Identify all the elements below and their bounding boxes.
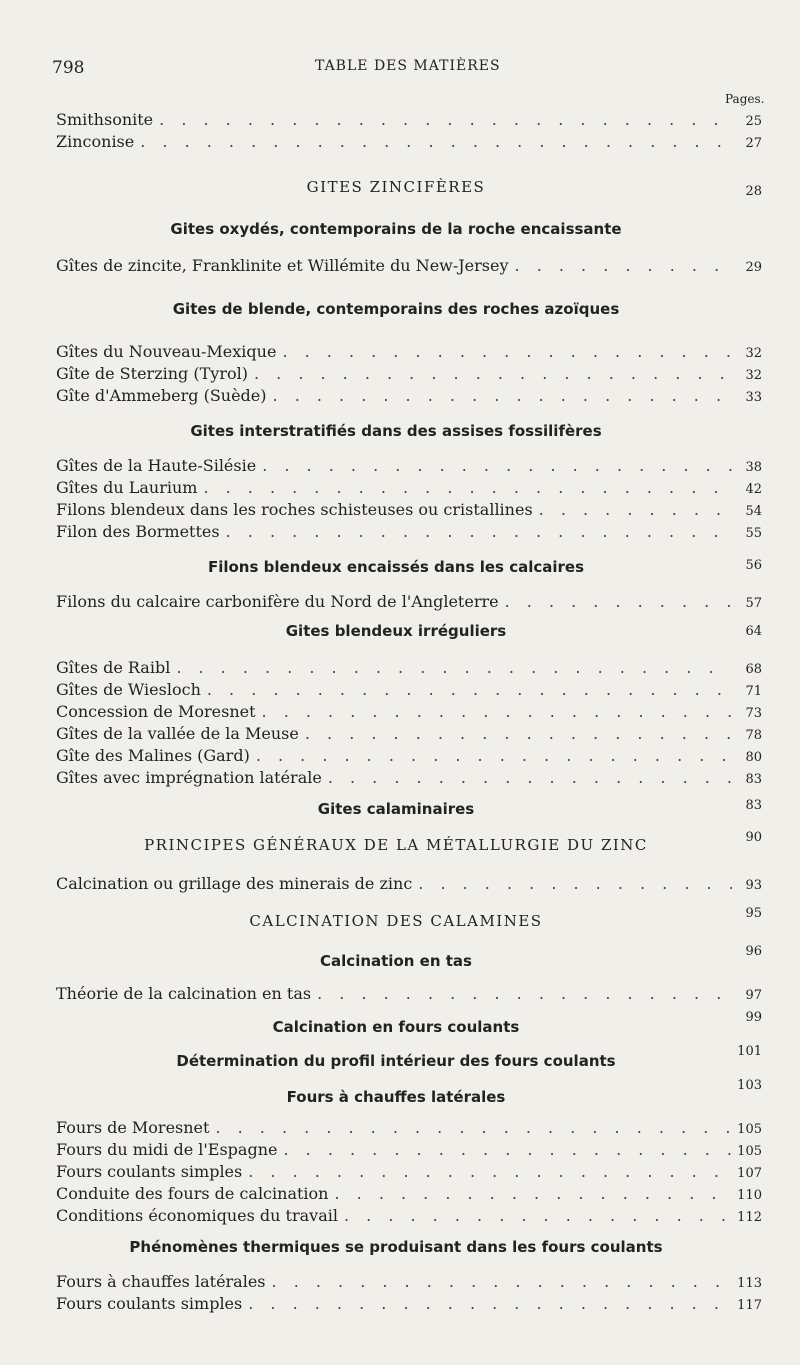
section-heading: PRINCIPES GÉNÉRAUX DE LA MÉTALLURGIE DU ZINC: [144, 836, 648, 854]
section-page: 56: [745, 558, 762, 573]
toc-entry: Gîte d'Ammeberg (Suède) . . . 33: [56, 386, 762, 408]
section-page: 83: [745, 798, 762, 813]
section-page: 96: [745, 944, 762, 959]
subsection-heading: Phénomènes thermiques se produisant dans les fours coulants: [129, 1238, 663, 1256]
toc-entry: Smithsonite . . . 25: [56, 110, 762, 132]
toc-entry: Gîtes de la vallée de la Meuse . . . 78: [56, 724, 762, 746]
toc-entry: Gîtes de Wiesloch . . . 71: [56, 680, 762, 702]
toc-entry: Filon des Bormettes . . . 55: [56, 522, 762, 544]
subsection-heading: Gites oxydés, contemporains de la roche encaissante: [170, 220, 622, 238]
subsection-heading: Gites blendeux irréguliers: [285, 622, 507, 640]
toc-entry: Fours du midi de l'Espagne . . . 105: [56, 1140, 762, 1162]
toc-entry: Fours coulants simples . . . 107: [56, 1162, 762, 1184]
toc-entry: Filons blendeux dans les roches schisteuses ou cristallines . . . 54: [56, 500, 762, 522]
toc-entry: Filons du calcaire carbonifère du Nord de l'Angleterre . . . 57: [56, 592, 762, 614]
subsection-heading: Calcination en tas: [320, 952, 472, 970]
subsection-heading: Gites calaminaires: [317, 800, 475, 818]
subsection-heading: Fours à chauffes latérales: [286, 1088, 506, 1106]
toc-entry: Théorie de la calcination en tas . . . 97: [56, 984, 762, 1006]
toc-entry: Gîte des Malines (Gard) . . . 80: [56, 746, 762, 768]
section-page: 99: [745, 1010, 762, 1025]
page-number: 798: [52, 58, 85, 78]
subsection-heading: Calcination en fours coulants: [272, 1018, 520, 1036]
section-page: 101: [737, 1044, 762, 1059]
toc-entry: Concession de Moresnet . . . 73: [56, 702, 762, 724]
section-page: 64: [745, 624, 762, 639]
section-page: 28: [745, 184, 762, 199]
toc-entry: Conditions économiques du travail . . . 112: [56, 1206, 762, 1228]
toc-entry: Gîtes de la Haute-Silésie . . . 38: [56, 456, 762, 478]
toc-entry: Fours à chauffes latérales . . . 113: [56, 1272, 762, 1294]
toc-entry: Gîtes de zincite, Franklinite et Willémite du New-Jersey . . . 29: [56, 256, 762, 278]
toc-entry: Gîte de Sterzing (Tyrol) . . . 32: [56, 364, 762, 386]
toc-entry: Conduite des fours de calcination . . . 110: [56, 1184, 762, 1206]
subsection-heading: Gites interstratifiés dans des assises fossilifères: [190, 422, 602, 440]
toc-entry: Gîtes du Laurium . . . 42: [56, 478, 762, 500]
section-heading: GITES ZINCIFÈRES: [306, 178, 486, 196]
subsection-heading: Filons blendeux encaissés dans les calcaires: [207, 558, 585, 576]
toc-entry: Gîtes de Raibl . . . 68: [56, 658, 762, 680]
toc-entry: Zinconise . . . 27: [56, 132, 762, 154]
toc-entry: Fours coulants simples . . . 117: [56, 1294, 762, 1316]
toc-entry: Gîtes du Nouveau-Mexique . . . 32: [56, 342, 762, 364]
section-heading: CALCINATION DES CALAMINES: [249, 912, 543, 930]
toc-entry: Gîtes avec imprégnation latérale . . . 83: [56, 768, 762, 790]
subsection-heading: Gites de blende, contemporains des roches azoïques: [172, 300, 620, 318]
pages-column-label: Pages.: [725, 92, 765, 106]
subsection-heading: Détermination du profil intérieur des fours coulants: [176, 1052, 616, 1070]
section-page: 95: [745, 906, 762, 921]
section-page: 103: [737, 1078, 762, 1093]
running-title: TABLE DES MATIÈRES: [315, 58, 501, 74]
section-page: 90: [745, 830, 762, 845]
toc-entry: Calcination ou grillage des minerais de zinc . . . 93: [56, 874, 762, 896]
toc-entry: Fours de Moresnet . . . 105: [56, 1118, 762, 1140]
